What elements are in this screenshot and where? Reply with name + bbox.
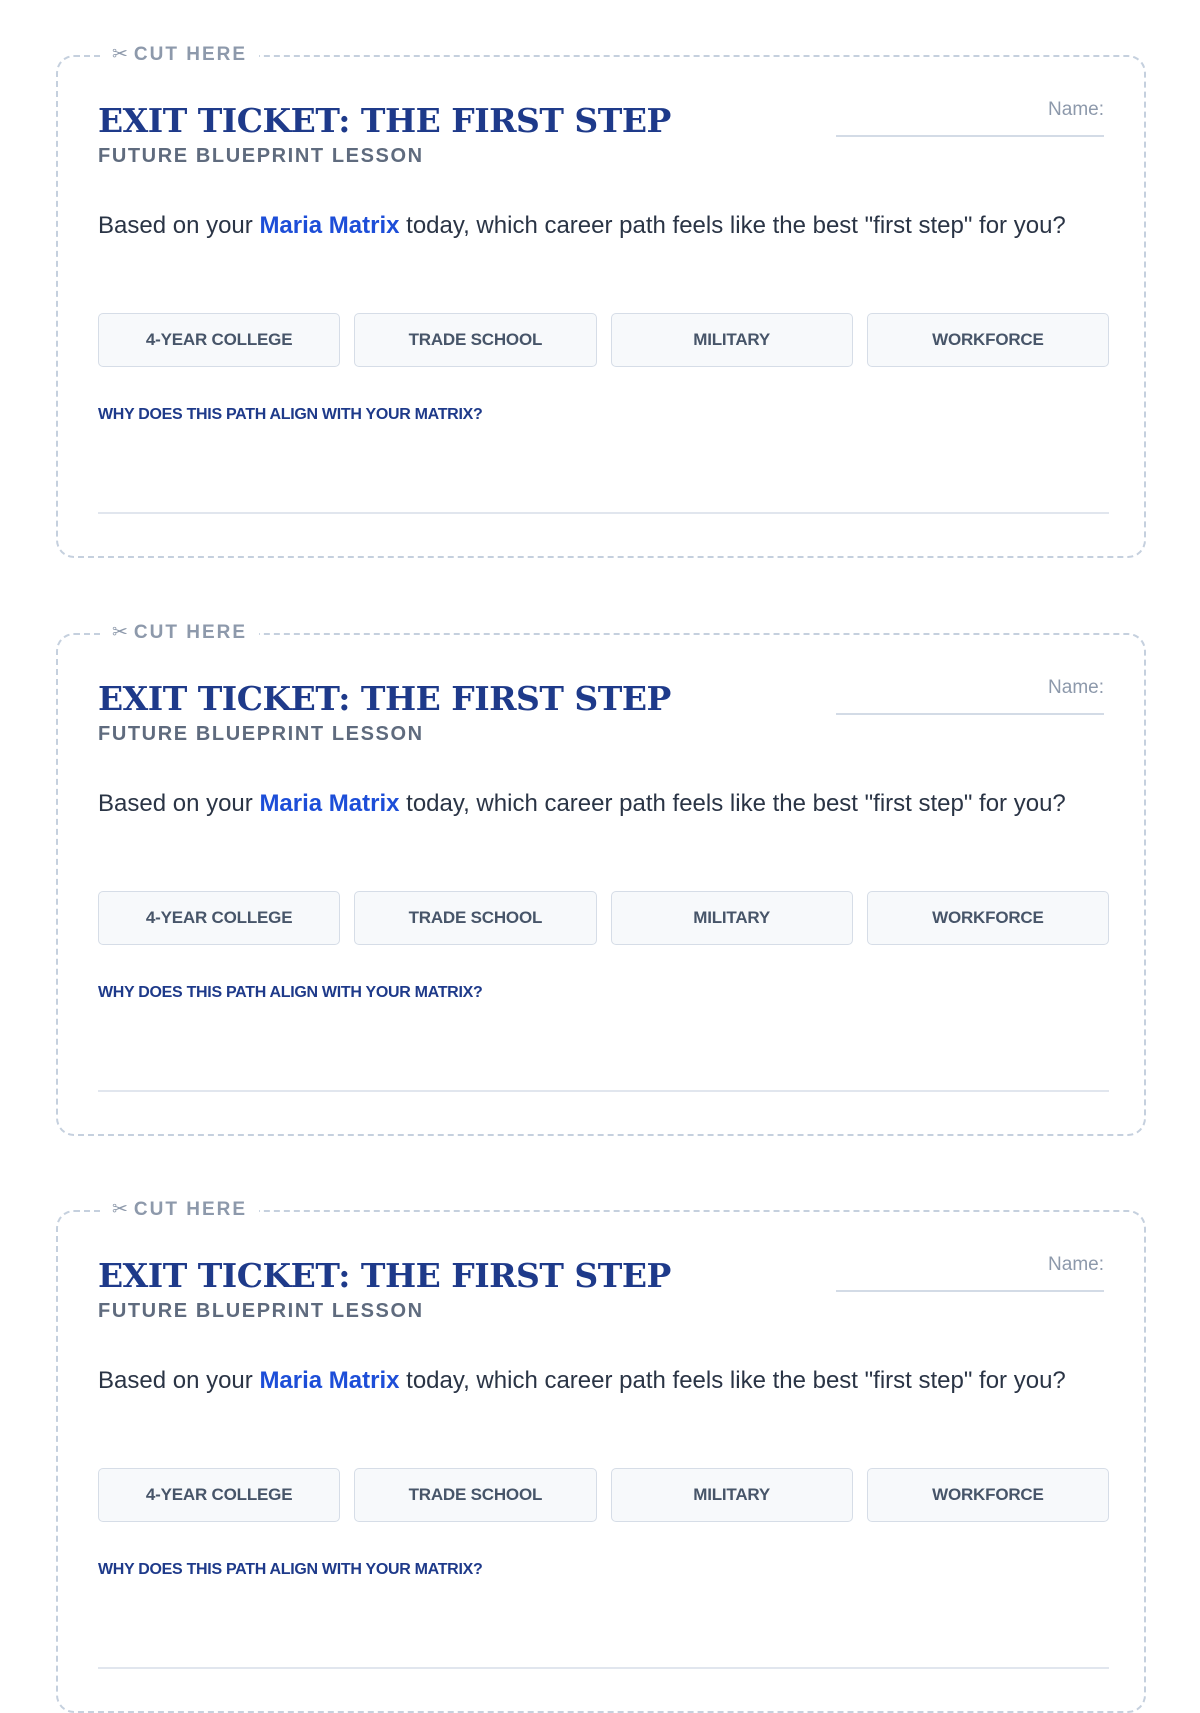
scissors-icon: ✂ <box>112 622 128 643</box>
question-highlight: Maria Matrix <box>259 212 400 239</box>
exit-ticket-card <box>56 1199 1146 1713</box>
option-4-year-college[interactable]: 4-YEAR COLLEGE <box>98 1468 340 1522</box>
option-4-year-college[interactable]: 4-YEAR COLLEGE <box>98 313 340 367</box>
option-military[interactable]: MILITARY <box>611 1468 853 1522</box>
question-highlight: Maria Matrix <box>259 790 400 817</box>
question-suffix: today, which career path feels like the best "first step" for you? <box>399 1367 1066 1394</box>
ticket-title: EXIT TICKET: THE FIRST STEP <box>98 1256 671 1295</box>
option-trade-school[interactable]: TRADE SCHOOL <box>354 1468 596 1522</box>
option-4-year-college[interactable]: 4-YEAR COLLEGE <box>98 891 340 945</box>
option-workforce[interactable]: WORKFORCE <box>867 1468 1109 1522</box>
question-text <box>98 207 1072 245</box>
question-text <box>98 1362 1072 1400</box>
question-suffix: today, which career path feels like the best "first step" for you? <box>399 212 1066 239</box>
question-highlight: Maria Matrix <box>259 1367 400 1394</box>
cut-here-text: CUT HERE <box>133 1199 248 1220</box>
cut-here-text: CUT HERE <box>133 622 248 643</box>
why-prompt: WHY DOES THIS PATH ALIGN WITH YOUR MATRIX? <box>98 406 483 423</box>
question-text <box>98 785 1072 823</box>
cut-here-label <box>102 41 259 69</box>
answer-line[interactable] <box>98 1667 1109 1669</box>
name-label: Name: <box>1048 1254 1104 1275</box>
ticket-subtitle: FUTURE BLUEPRINT LESSON <box>98 723 424 745</box>
cut-here-text: CUT HERE <box>133 44 248 65</box>
name-field[interactable] <box>836 675 1104 715</box>
option-military[interactable]: MILITARY <box>611 891 853 945</box>
option-trade-school[interactable]: TRADE SCHOOL <box>354 891 596 945</box>
question-prefix: Based on your <box>98 1367 260 1394</box>
career-path-options <box>98 1468 1109 1522</box>
name-field[interactable] <box>836 97 1104 137</box>
option-workforce[interactable]: WORKFORCE <box>867 891 1109 945</box>
question-suffix: today, which career path feels like the best "first step" for you? <box>399 790 1066 817</box>
name-label: Name: <box>1048 99 1104 120</box>
option-workforce[interactable]: WORKFORCE <box>867 313 1109 367</box>
ticket-title: EXIT TICKET: THE FIRST STEP <box>98 679 671 718</box>
cut-here-label <box>102 619 259 647</box>
name-field[interactable] <box>836 1252 1104 1292</box>
career-path-options <box>98 891 1109 945</box>
why-prompt: WHY DOES THIS PATH ALIGN WITH YOUR MATRIX? <box>98 984 483 1001</box>
why-prompt: WHY DOES THIS PATH ALIGN WITH YOUR MATRIX? <box>98 1561 483 1578</box>
scissors-icon: ✂ <box>112 44 128 65</box>
answer-line[interactable] <box>98 512 1109 514</box>
option-military[interactable]: MILITARY <box>611 313 853 367</box>
option-trade-school[interactable]: TRADE SCHOOL <box>354 313 596 367</box>
answer-line[interactable] <box>98 1090 1109 1092</box>
scissors-icon: ✂ <box>112 1199 128 1220</box>
ticket-subtitle: FUTURE BLUEPRINT LESSON <box>98 1300 424 1322</box>
name-label: Name: <box>1048 677 1104 698</box>
question-prefix: Based on your <box>98 212 260 239</box>
cut-here-label <box>102 1196 259 1224</box>
ticket-subtitle: FUTURE BLUEPRINT LESSON <box>98 145 424 167</box>
exit-ticket-card <box>56 622 1146 1136</box>
ticket-title: EXIT TICKET: THE FIRST STEP <box>98 101 671 140</box>
exit-ticket-card <box>56 44 1146 558</box>
question-prefix: Based on your <box>98 790 260 817</box>
career-path-options <box>98 313 1109 367</box>
